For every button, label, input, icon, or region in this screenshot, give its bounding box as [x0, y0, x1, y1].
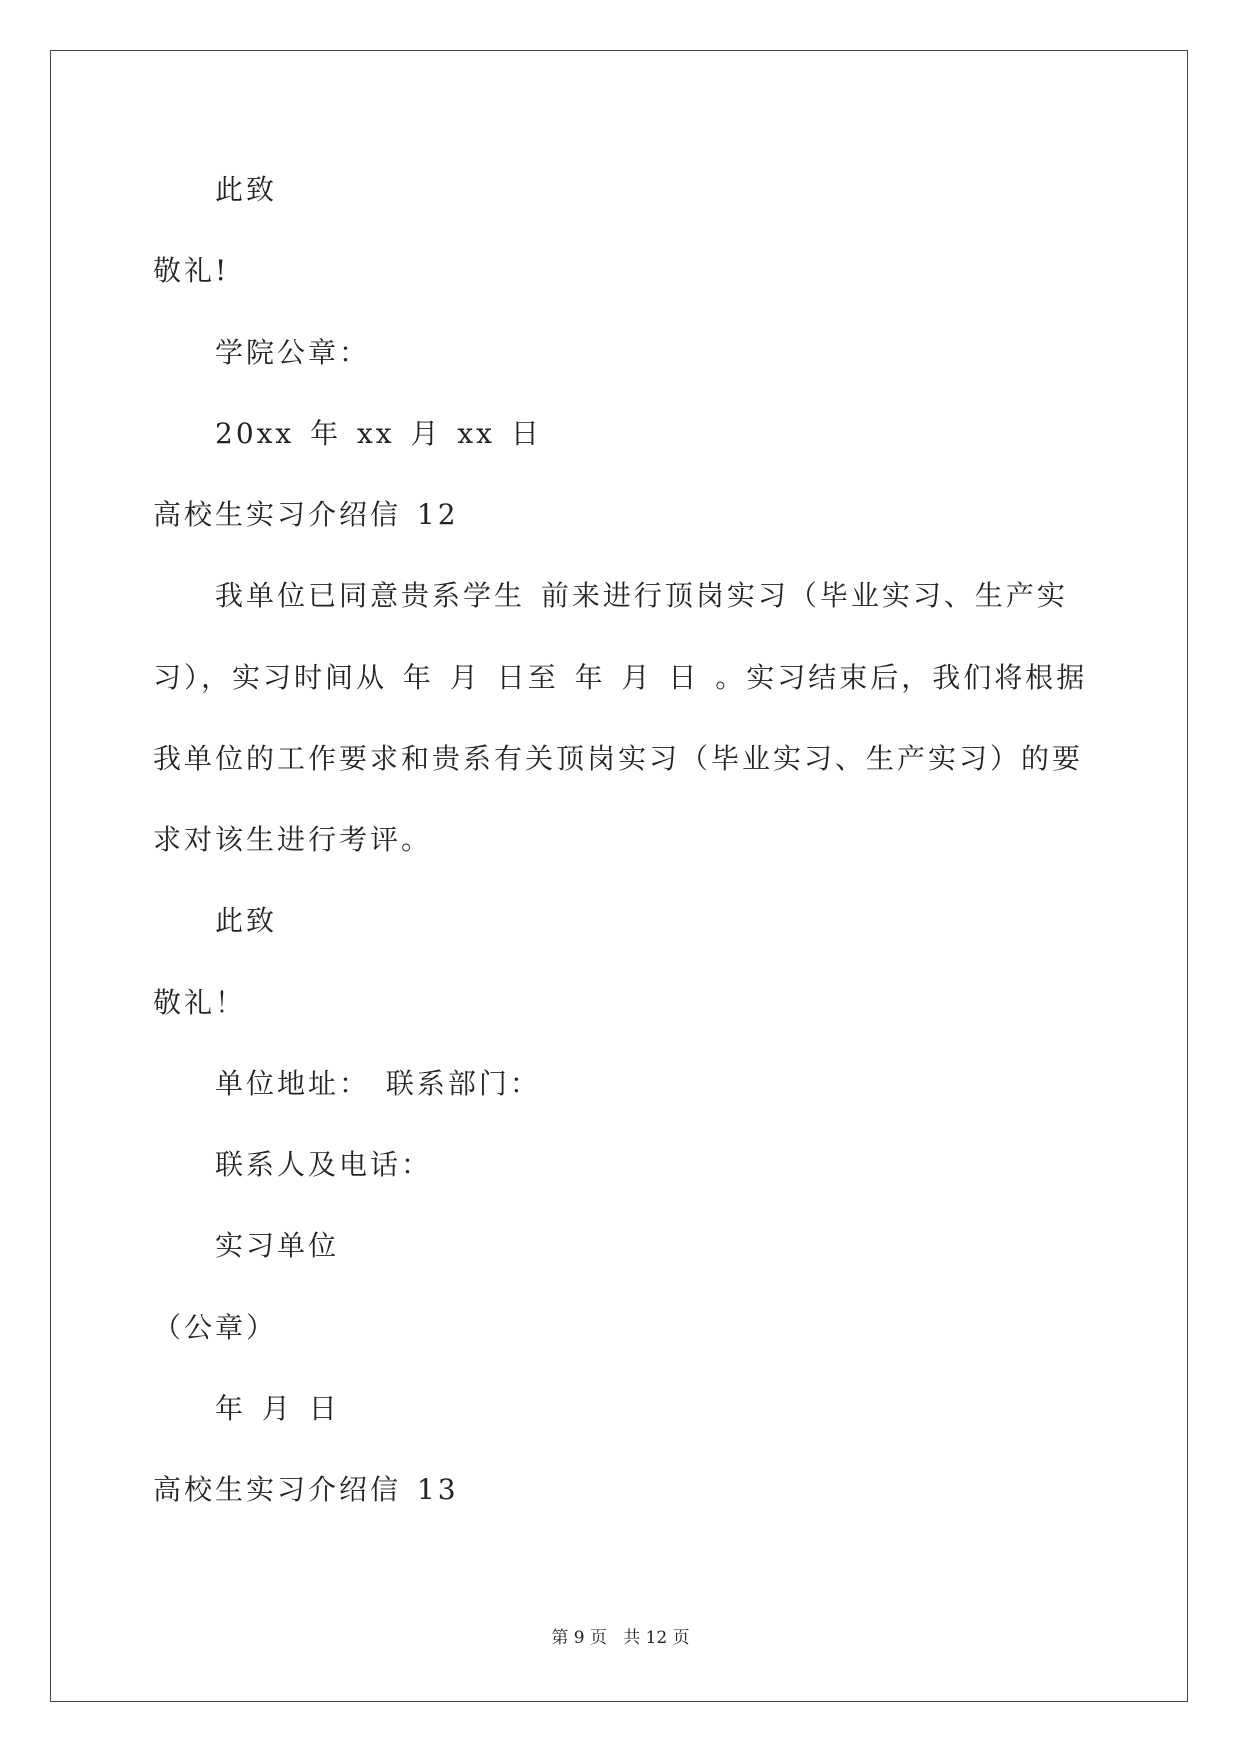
document-body	[153, 149, 1133, 1530]
body-line: 习），实习时间从 年 月 日至 年 月 日 。实习结束后，我们将根据	[153, 660, 1088, 694]
college-seal-label: 学院公章：	[215, 335, 371, 369]
body-line: 我单位的工作要求和贵系有关顶岗实习（毕业实习、生产实习）的要	[153, 741, 1084, 775]
body-line: 求对该生进行考评。	[153, 823, 433, 856]
unit-label: 实习单位	[215, 1229, 340, 1263]
closing-regards: 敬礼!	[153, 254, 230, 288]
letter-title: 高校生实习介绍信 12	[153, 498, 459, 531]
address-line: 单位地址： 联系部门：	[215, 1066, 541, 1100]
letter-date: 20xx 年 xx 月 xx 日	[215, 416, 542, 450]
body-line: 我单位已同意贵系学生 前来进行顶岗实习（毕业实习、生产实	[215, 579, 1068, 613]
closing-salutation: 此致	[215, 904, 278, 938]
seal-label: （公章）	[153, 1310, 278, 1344]
contact-line: 联系人及电话：	[215, 1148, 433, 1181]
letter-title: 高校生实习介绍信 13	[153, 1473, 459, 1506]
closing-regards: 敬礼！	[153, 985, 247, 1019]
page-number-footer: 第 9 页 共 12 页	[551, 1628, 690, 1648]
letter-date: 年 月 日	[215, 1391, 340, 1425]
closing-salutation: 此致	[215, 173, 278, 206]
